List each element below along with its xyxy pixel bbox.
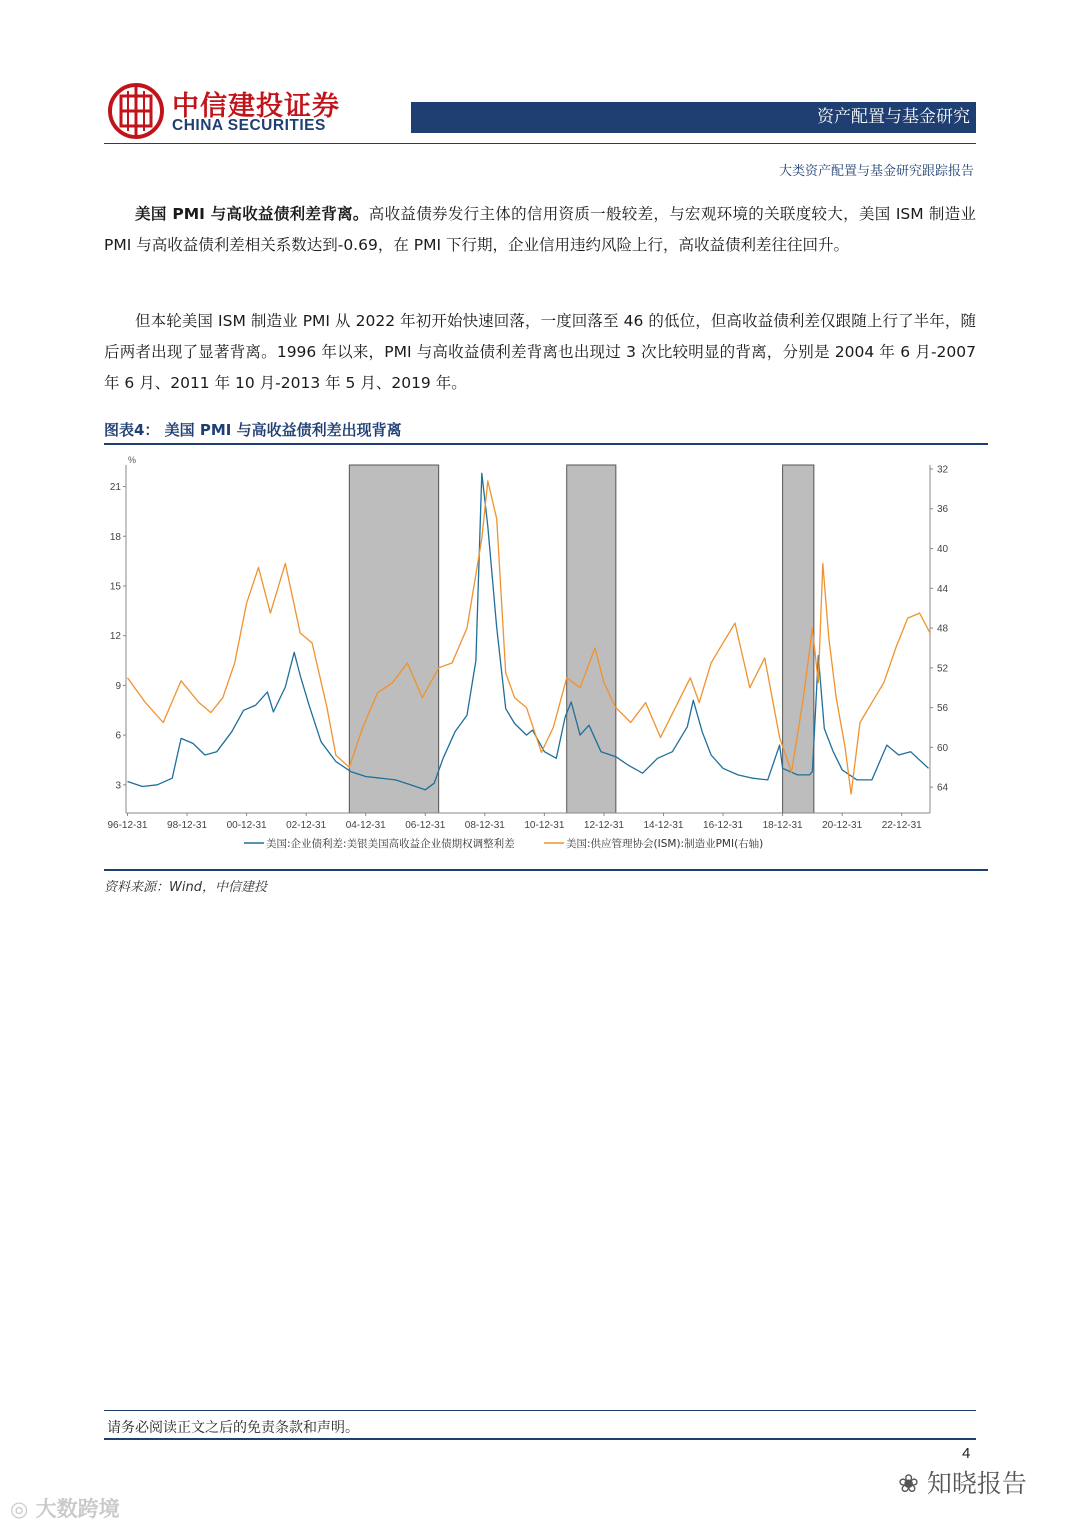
watermark-left-text: 大数跨境 — [35, 1497, 120, 1521]
logo-english-name: CHINA SECURITIES — [172, 117, 326, 134]
watermark-right-text: 知晓报告 — [926, 1469, 1027, 1498]
x-axis-tick-label: 22-12-31 — [881, 820, 922, 831]
x-axis-tick-label: 14-12-31 — [643, 820, 684, 831]
right-axis-tick-label: 56 — [937, 703, 949, 715]
left-axis-tick-label: 18 — [109, 531, 121, 543]
left-axis-tick-label: 21 — [109, 482, 121, 494]
right-axis-tick-label: 60 — [937, 742, 949, 754]
x-axis-tick-label: 18-12-31 — [762, 820, 803, 831]
watermark-right — [898, 1464, 1027, 1500]
section-banner: 资产配置与基金研究 — [411, 102, 976, 133]
watermark-logo-icon: ◎ — [10, 1497, 29, 1521]
footer-disclaimer: 请务必阅读正文之后的免责条款和声明。 — [107, 1420, 359, 1436]
footer-rule-top — [104, 1410, 976, 1411]
legend-label-1: 美国:企业债利差:美银美国高收益企业债期权调整利差 — [266, 838, 515, 850]
paragraph-1 — [104, 199, 976, 261]
x-axis-tick-label: 12-12-31 — [583, 820, 624, 831]
right-axis-tick-label: 44 — [937, 583, 949, 595]
right-axis-tick-label: 52 — [937, 663, 949, 675]
company-logo-icon — [108, 83, 164, 139]
right-axis-tick-label: 40 — [937, 544, 949, 556]
left-axis-tick-label: 6 — [115, 730, 121, 742]
x-axis-tick-label: 04-12-31 — [345, 820, 386, 831]
right-axis-tick-label: 48 — [937, 623, 949, 635]
legend-label-2: 美国:供应管理协会(ISM):制造业PMI(右轴) — [566, 838, 764, 850]
page-number: 4 — [962, 1445, 971, 1462]
figure-bottom-rule — [104, 869, 988, 871]
pmi-spread-chart — [104, 448, 988, 868]
x-axis-tick-label: 02-12-31 — [286, 820, 327, 831]
figure-title: 图表4： 美国 PMI 与高收益债利差出现背离 — [104, 421, 402, 439]
left-axis-tick-label: 9 — [115, 680, 121, 692]
left-axis-unit: % — [128, 455, 137, 465]
header-divider — [104, 143, 976, 144]
right-axis-tick-label: 32 — [937, 464, 949, 476]
figure-source: 资料来源：Wind，中信建投 — [104, 880, 267, 895]
x-axis-tick-label: 98-12-31 — [167, 820, 208, 831]
report-subtitle: 大类资产配置与基金研究跟踪报告 — [778, 164, 974, 179]
footer-rule-bottom — [104, 1438, 976, 1440]
left-axis-tick-label: 12 — [109, 631, 121, 643]
shaded-period-2 — [567, 465, 616, 813]
shaded-period-1 — [349, 465, 438, 813]
x-axis-tick-label: 00-12-31 — [226, 820, 267, 831]
x-axis-tick-label: 16-12-31 — [703, 820, 744, 831]
right-axis-tick-label: 36 — [937, 504, 949, 516]
x-axis-tick-label: 08-12-31 — [464, 820, 505, 831]
x-axis-tick-label: 06-12-31 — [405, 820, 446, 831]
watermark-left — [10, 1493, 120, 1523]
left-axis-tick-label: 3 — [115, 780, 121, 792]
left-axis-tick-label: 15 — [109, 581, 121, 593]
x-axis-tick-label: 96-12-31 — [107, 820, 148, 831]
paragraph-1-lead: 美国 PMI 与高收益债利差背离。 — [135, 205, 369, 223]
figure-top-rule — [104, 443, 988, 445]
logo-chinese-name: 中信建投证券 — [172, 91, 340, 122]
right-axis-tick-label: 64 — [937, 782, 949, 794]
wechat-icon: ❀ — [898, 1469, 919, 1498]
x-axis-tick-label: 10-12-31 — [524, 820, 565, 831]
paragraph-2: 但本轮美国 ISM 制造业 PMI 从 2022 年初开始快速回落，一度回落至 46 的低位，但高收益债利差仅跟随上行了半年，随后两者出现了显著背离。1996 年以来，PMI 与高收益债利差背离也出现过 3 次比较明显的背离，分别是 2004 年 6 月-2007 年 6 月、2011 年 10 月-2013 年 5 月、2019 年。 — [104, 312, 976, 392]
x-axis-tick-label: 20-12-31 — [822, 820, 863, 831]
paragraph-1-body: 高收益债券发行主体的信用资质一般较差，与宏观环境的关联度较大，美国 ISM 制造业 PMI 与高收益债利差相关系数达到-0.69，在 PMI 下行期，企业信用违约风险上行，高收益债利差往往回升。 — [104, 205, 976, 254]
